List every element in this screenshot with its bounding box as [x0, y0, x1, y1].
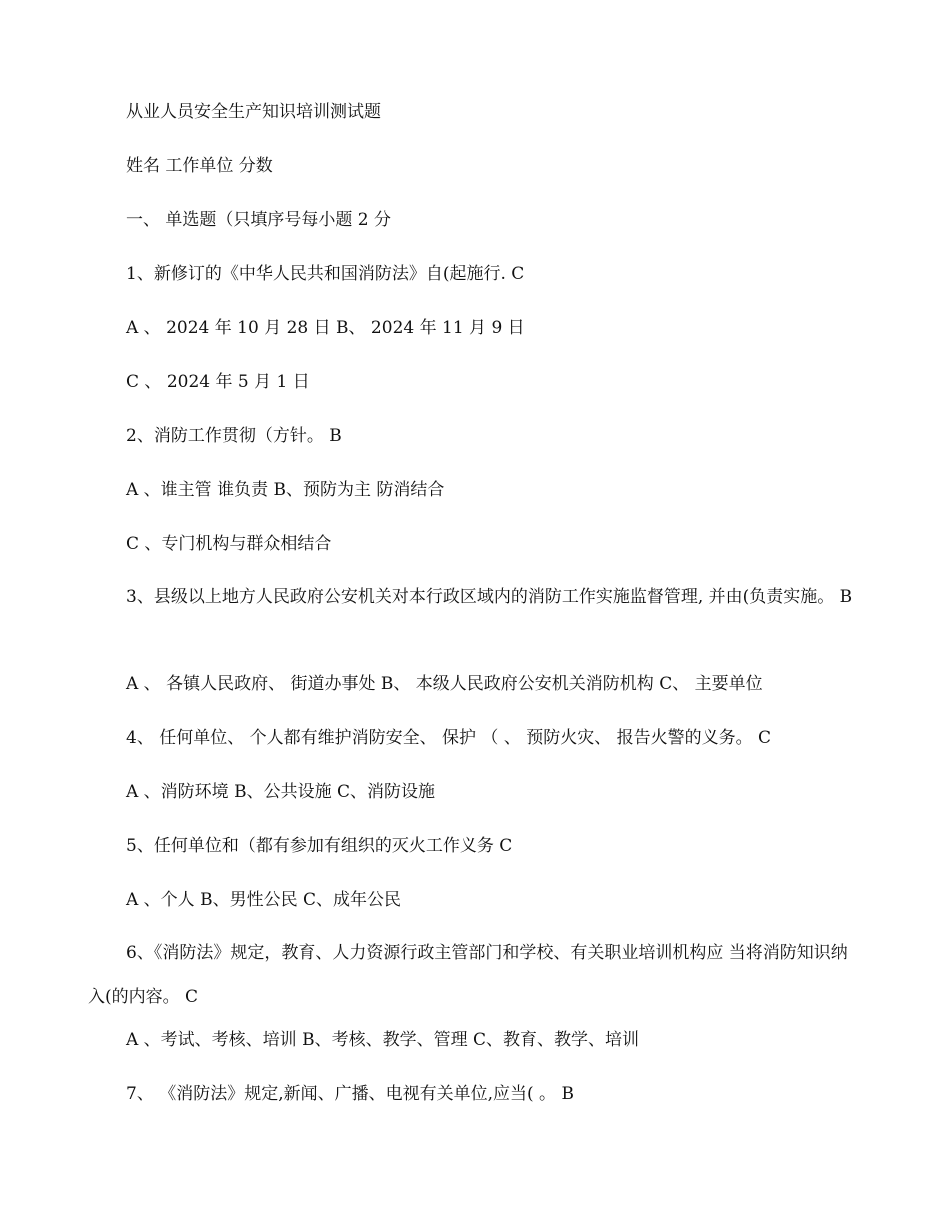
question-7: 7、 《消防法》规定,新闻、广播、电视有关单位,应当( 。 B [126, 1084, 574, 1104]
question-3-options: A 、 各镇人民政府、 街道办事处 B、 本级人民政府公安机关消防机构 C、 主要单位 [126, 674, 763, 694]
header-fields: 姓名 工作单位 分数 [126, 156, 273, 176]
question-2: 2、消防工作贯彻（方针。 B [126, 426, 342, 446]
question-6: 6、《消防法》规定，教育、人力资源行政主管部门和学校、有关职业培训机构应 当将消防知识纳入(的内容。 C [88, 943, 848, 1007]
section-heading: 一、 单选题（只填序号每小题 2 分 [126, 210, 392, 230]
question-3: 3、县级以上地方人民政府公安机关对本行政区域内的消防工作实施监督管理, 并由(负责实施。 B [126, 587, 853, 607]
question-1-options-ab: A 、 2024 年 10 月 28 日 B、 2024 年 11 月 9 日 [126, 318, 525, 338]
question-4-options: A 、消防环境 B、公共设施 C、消防设施 [126, 782, 435, 802]
question-2-options-ab: A 、谁主管 谁负责 B、预防为主 防消结合 [126, 480, 445, 500]
question-1: 1、新修订的《中华人民共和国消防法》自(起施行. C [126, 264, 525, 284]
question-5-options: A 、个人 B、男性公民 C、成年公民 [126, 890, 401, 910]
question-4: 4、 任何单位、 个人都有维护消防安全、 保护 （ 、 预防火灾、 报告火警的义务。 C [126, 728, 772, 748]
document-title: 从业人员安全生产知识培训测试题 [126, 102, 381, 122]
question-5: 5、任何单位和（都有参加有组织的灭火工作义务 C [126, 836, 513, 856]
question-6-options: A 、考试、考核、培训 B、考核、教学、管理 C、教育、教学、培训 [126, 1030, 639, 1050]
question-2-option-c: C 、专门机构与群众相结合 [126, 534, 332, 554]
question-1-option-c: C 、 2024 年 5 月 1 日 [126, 372, 310, 392]
